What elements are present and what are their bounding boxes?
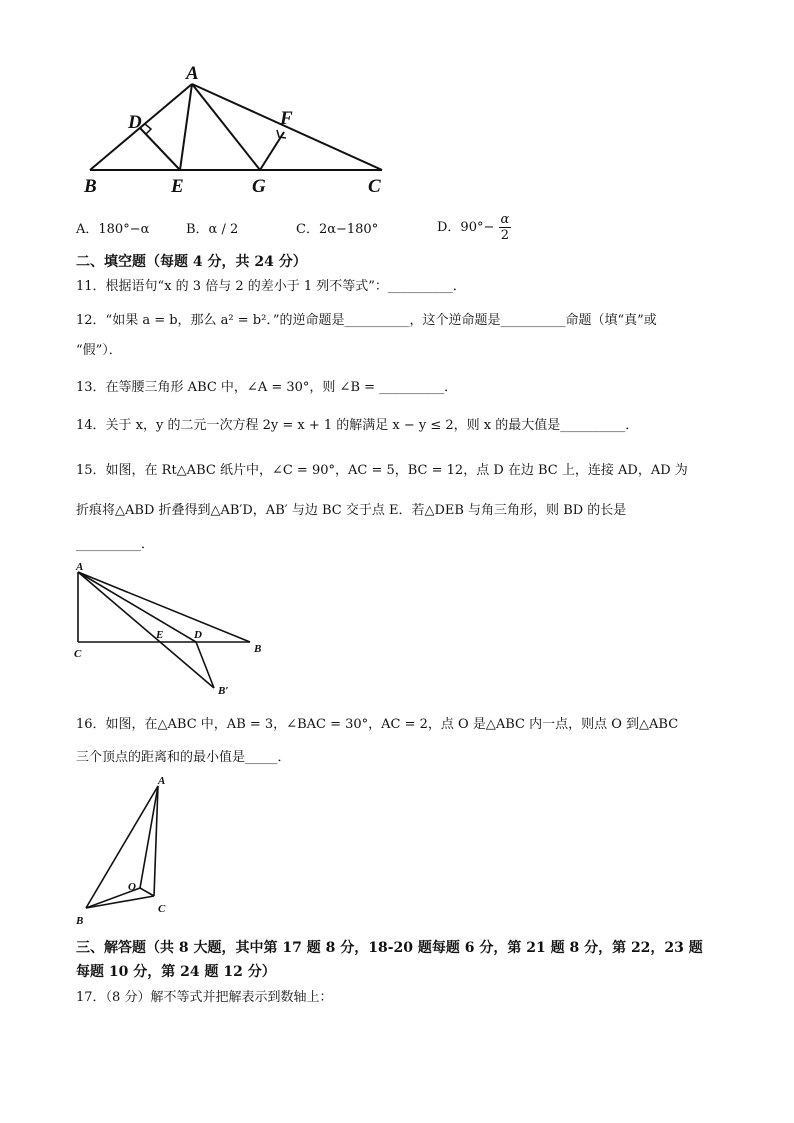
label-b: B [254,643,262,655]
choice-a: A．180°−α [76,222,150,237]
section-heading-solutions-line2: 每题 10 分，第 24 题 12 分） [76,964,276,980]
question-12-line2: “假”）． [76,343,122,358]
fraction-numerator: α [500,212,510,227]
label-b: B [76,915,84,927]
figure-question-16 [68,772,188,932]
label-b-prime: B′ [218,685,229,697]
label-f: F [280,108,293,129]
label-e: E [171,176,184,194]
figure-triangle-abc-top [80,62,390,194]
section-heading-solutions-line1: 三、解答题（共 8 大题，其中第 17 题 8 分，18-20 题每题 6 分，第 21 题 8 分，第 22，23 题 [76,940,703,956]
choice-d-prefix: D．90°− [437,220,495,235]
question-17: 17．（8 分）解不等式并把解表示到数轴上： [76,990,333,1005]
label-a: A [158,775,166,787]
fraction-denominator: 2 [500,228,510,243]
choice-d-fraction [499,212,512,243]
label-c: C [158,903,166,915]
choice-d [437,212,511,243]
label-a: A [186,63,199,84]
question-15-line3: __________． [76,537,155,552]
label-c: C [368,176,381,194]
label-d: D [128,112,142,133]
label-b: B [84,176,97,194]
choice-c: C．2α−180° [296,222,379,237]
question-16-line1: 16．如图，在△ABC 中，AB = 3，∠BAC = 30°，AC = 2，点 O 是△ABC 内一点，则点 O 到△ABC [76,717,679,732]
label-e: E [156,629,164,641]
choice-b: B．α / 2 [186,222,239,237]
question-15-line2: 折痕将△ABD 折叠得到△AB′D，AB′ 与边 BC 交于点 E．若△DEB 与角三角形，则 BD 的长是 [76,503,627,518]
question-11: 11．根据语句“x 的 3 倍与 2 的差小于 1 列不等式”：__________． [76,279,466,294]
question-13: 13．在等腰三角形 ABC 中，∠A = 30°，则 ∠B = __________． [76,380,458,395]
question-15-line1: 15．如图，在 Rt△ABC 纸片中，∠C = 90°，AC = 5，BC = 12，点 D 在边 BC 上，连接 AD，AD 为 [76,463,688,478]
question-14: 14．关于 x，y 的二元一次方程 2y = x + 1 的解满足 x − y ≤ 2，则 x 的最大值是__________． [76,418,639,433]
label-d: D [194,629,202,641]
label-a: A [76,561,84,573]
question-12-line1: 12．“如果 a = b，那么 a² = b²．”的逆命题是__________，这个逆命题是__________命题（填“真”或 [76,313,657,328]
label-g: G [252,176,266,194]
figure-question-15 [68,560,278,700]
label-c: C [74,648,82,660]
question-16-line2: 三个顶点的距离和的最小值是_____． [76,750,291,765]
section-heading-fill-in: 二、填空题（每题 4 分，共 24 分） [76,254,307,270]
label-o: O [128,881,136,893]
